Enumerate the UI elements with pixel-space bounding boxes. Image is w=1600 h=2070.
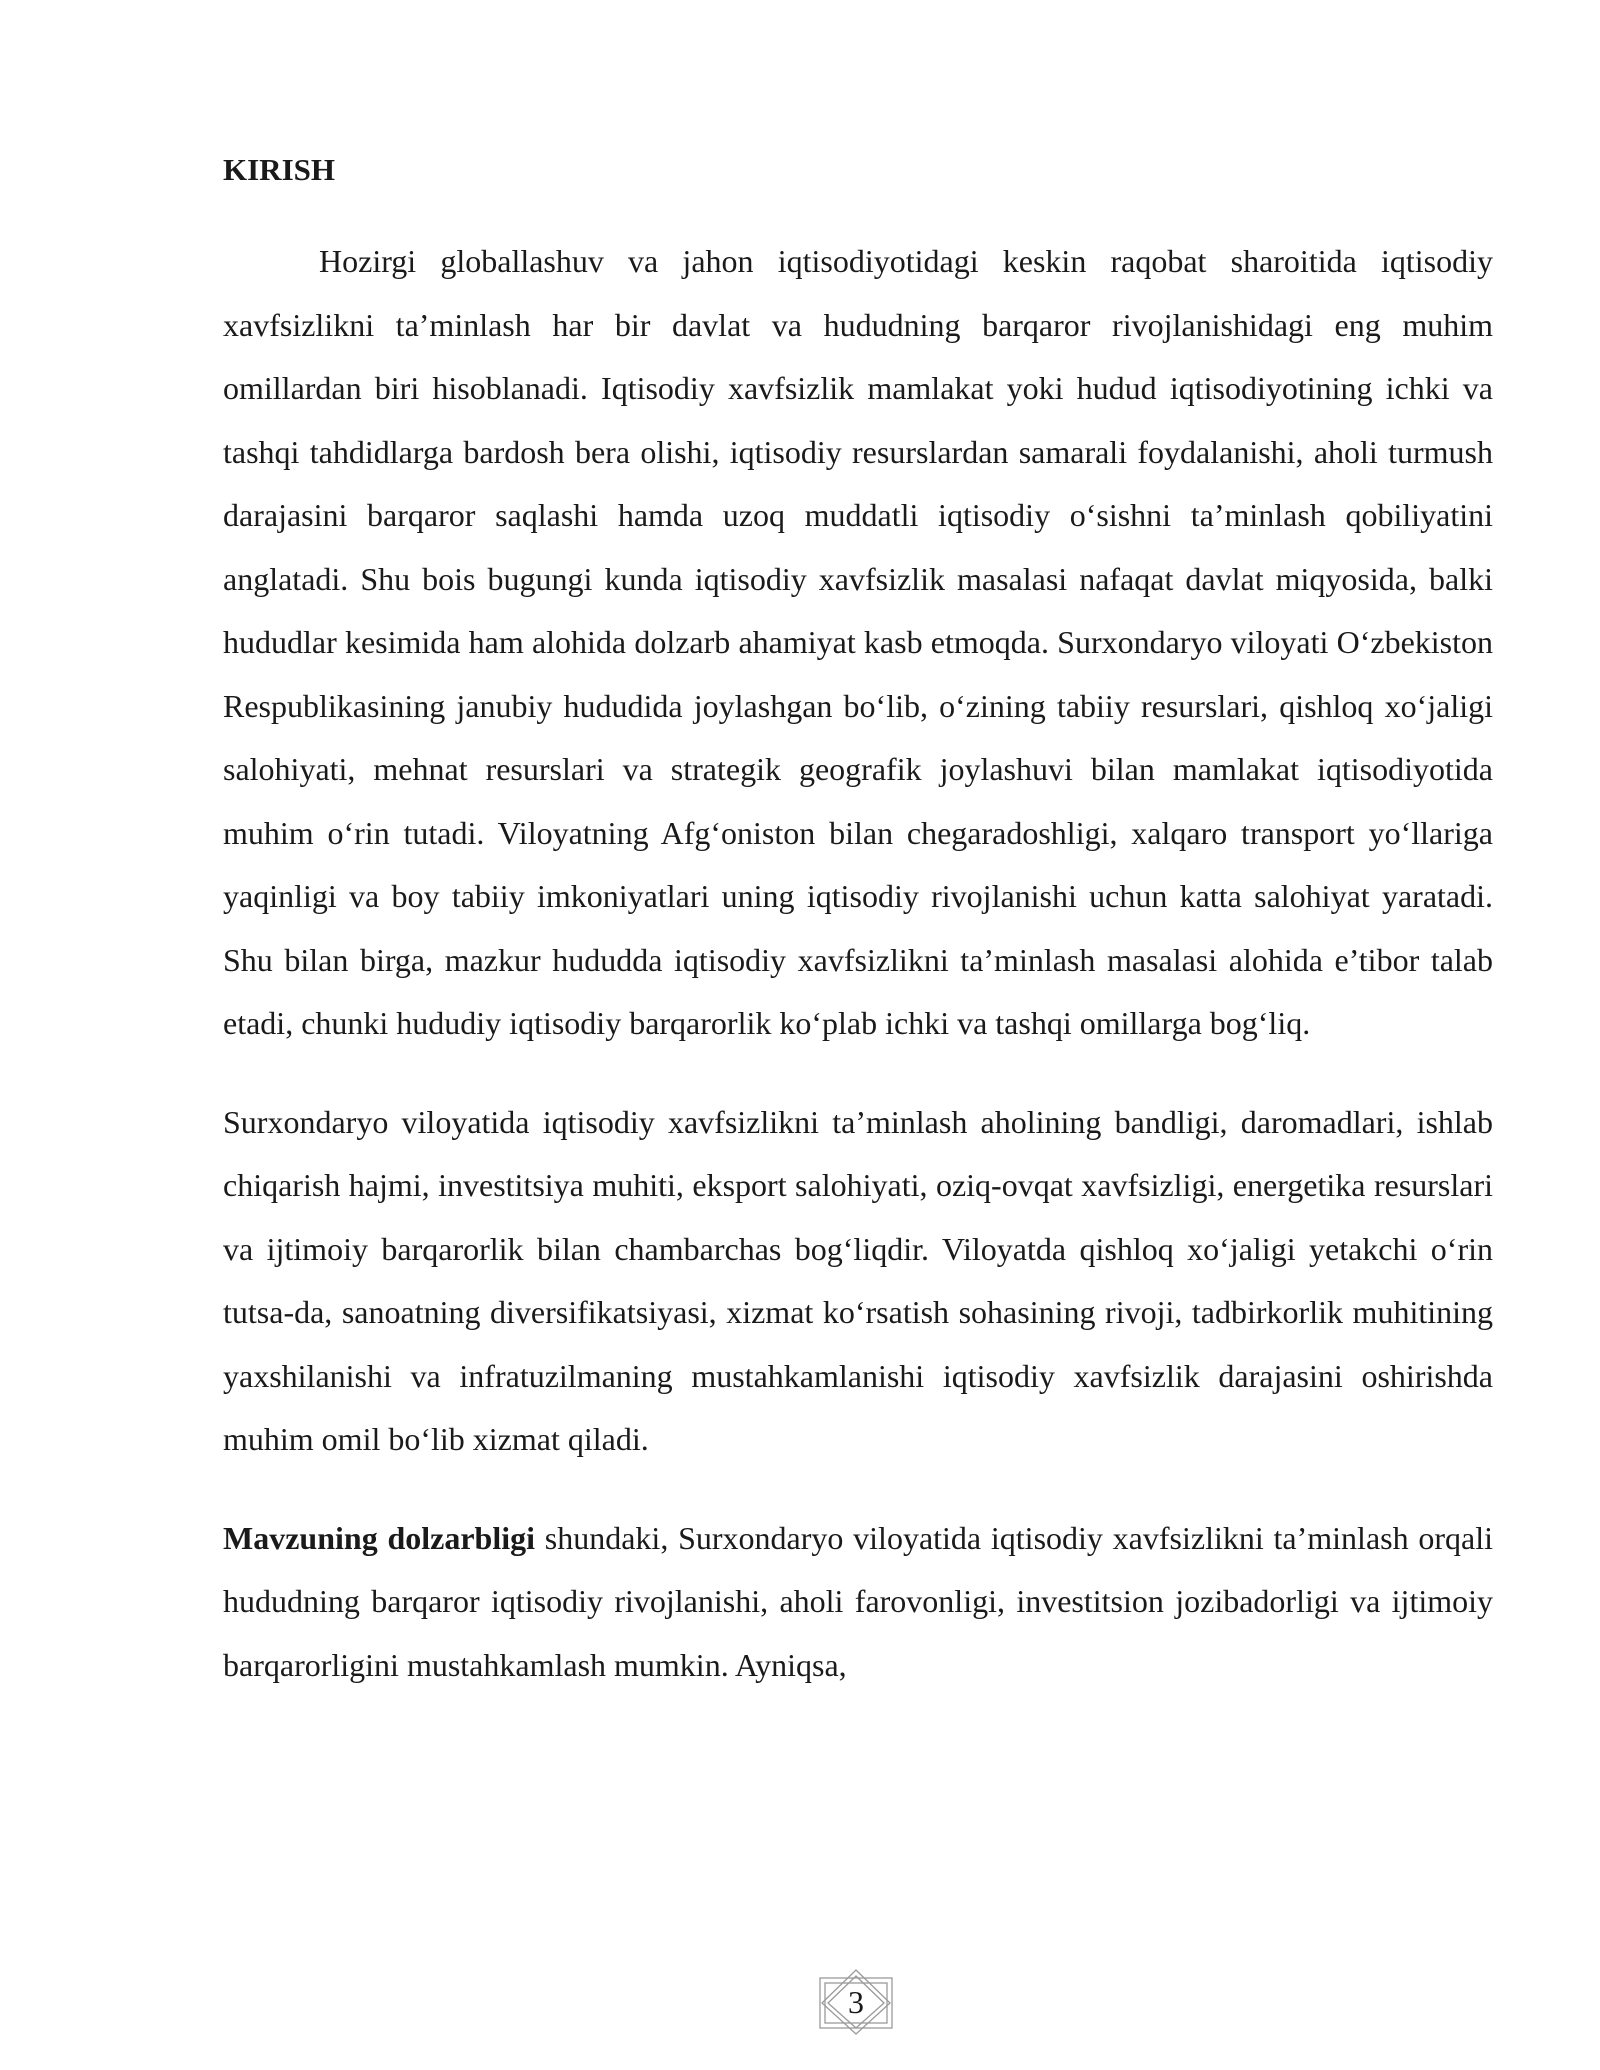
paragraph-relevance <box>223 1507 1493 1698</box>
section-heading: KIRISH <box>223 152 335 187</box>
relevance-bold-lead: Mavzuning dolzarbligi <box>223 1519 536 1556</box>
paragraph-intro: Hozirgi globallashuv va jahon iqtisodiyotidagi keskin raqobat sharoitida iqtisodiy xavfsizlikni ta’minlash har bir davlat va hududning barqaror rivojlanishidagi eng muhim omillardan biri hisoblanadi. Iqtisodiy xavfsizlik mamlakat yoki hudud iqtisodiyotining ichki va tashqi tahdidlarga bardosh bera olishi, iqtisodiy resurslardan samarali foydalanishi, aholi turmush darajasini barqaror saqlashi hamda uzoq muddatli iqtisodiy o‘sishni ta’minlash qobiliyatini anglatadi. Shu bois bugungi kunda iqtisodiy xavfsizlik masalasi nafaqat davlat miqyosida, balki hududlar kesimida ham alohida dolzarb ahamiyat kasb etmoqda. Surxondaryo viloyati O‘zbekiston Respublikasining janubiy hududida joylashgan bo‘lib, o‘zining tabiiy resurslari, qishloq xo‘jaligi salohiyati, mehnat resurslari va strategik geografik joylashuvi bilan mamlakat iqtisodiyotida muhim o‘rin tutadi. Viloyatning Afg‘oniston bilan chegaradoshligi, xalqaro transport yo‘llariga yaqinligi va boy tabiiy imkoniyatlari uning iqtisodiy rivojlanishi uchun katta salohiyat yaratadi. Shu bilan birga, mazkur hududda iqtisodiy xavfsizlikni ta’minlash masalasi alohida e’tibor talab etadi, chunki hududiy iqtisodiy barqarorlik ko‘plab ichki va tashqi omillarga bog‘liq. <box>223 243 1493 1041</box>
relevance-text: shundaki, Surxondaryo viloyatida iqtisodiy xavfsizlikni ta’minlash orqali hududning barqaror iqtisodiy rivojlanishi, aholi farovonligi, investitsion jozibadorligi va ijtimoiy barqarorligini mustahkamlash mumkin. Ayniqsa, <box>223 1519 1494 1683</box>
page-number-badge <box>816 1968 896 2036</box>
document-page <box>223 150 1493 1697</box>
paragraph-surxondaryo-security: Surxondaryo viloyatida iqtisodiy xavfsizlikni ta’minlash aholining bandligi, daromadlari, ishlab chiqarish hajmi, investitsiya muhiti, eksport salohiyati, oziq-ovqat xavfsizligi, energetika resurslari va ijtimoiy barqarorlik bilan chambarchas bog‘liqdir. Viloyatda qishloq xo‘jaligi yetakchi o‘rin tutsa-da, sanoatning diversifikatsiyasi, xizmat ko‘rsatish sohasining rivoji, tadbirkorlik muhitining yaxshilanishi va infratuzilmaning mustahkamlanishi iqtisodiy xavfsizlik darajasini oshirishda muhim omil bo‘lib xizmat qiladi. <box>223 1103 1493 1457</box>
page-number: 3 <box>848 1984 864 2020</box>
